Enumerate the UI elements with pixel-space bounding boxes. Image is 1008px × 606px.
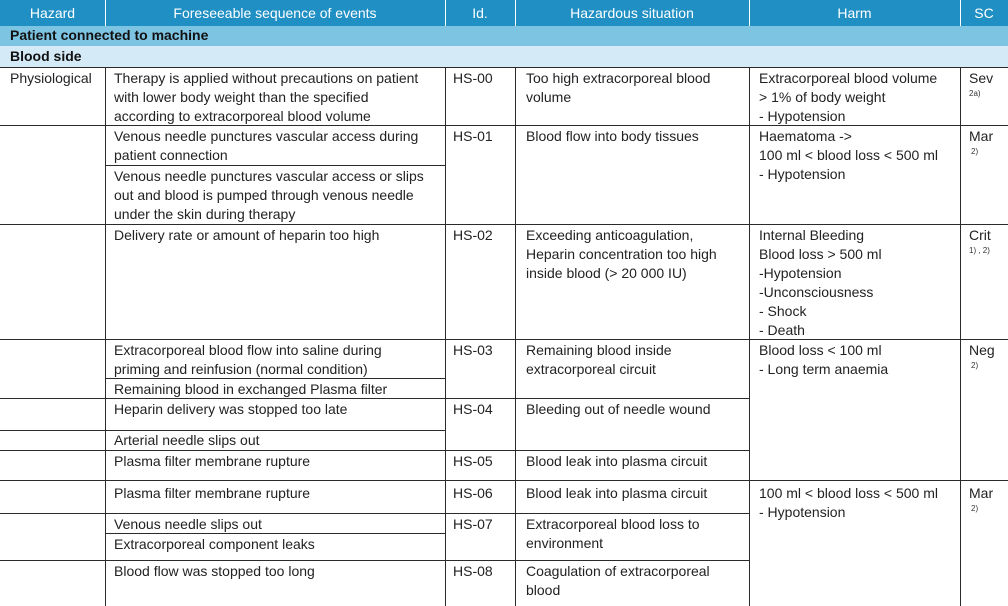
- hazard-id: HS-00: [453, 70, 493, 86]
- severity-class: Mar: [969, 485, 994, 501]
- severity-class: Sev: [969, 70, 994, 86]
- section-blood-side: [0, 46, 1008, 67]
- section-blood-label: Blood side: [10, 48, 82, 64]
- sequence-item: Therapy is applied without precautions on patient with lower body weight than the specified according to extracorporeal blood volume: [114, 70, 419, 124]
- col-header-sequence: Foreseeable sequence of events: [173, 5, 377, 21]
- hazard-id: HS-08: [453, 563, 493, 579]
- sequence-item: Extracorporeal blood flow into saline during priming and reinfusion (normal condition): [114, 342, 382, 377]
- sequence-item: Venous needle punctures vascular access during patient connection: [114, 128, 419, 163]
- hazardous-situation: Bleeding out of needle wound: [526, 401, 711, 417]
- sequence-item: Plasma filter membrane rupture: [114, 453, 311, 469]
- sequence-item: Delivery rate or amount of heparin too high: [114, 227, 380, 243]
- section-patient-label: Patient connected to machine: [10, 27, 209, 43]
- col-header-id: Id.: [472, 5, 488, 21]
- hazardous-situation: Blood leak into plasma circuit: [526, 485, 708, 501]
- sequence-item: Venous needle punctures vascular access or slips out and blood is pumped through venous needle under the skin during therapy: [114, 168, 424, 222]
- hazard-id: HS-04: [453, 401, 493, 417]
- severity-class: Crit: [969, 227, 991, 243]
- hazardous-situation: Too high extracorporeal blood volume: [526, 70, 711, 105]
- hazard-id: HS-05: [453, 453, 493, 469]
- severity-footnote: 2): [971, 147, 979, 156]
- hazardous-situation: Exceeding anticoagulation, Heparin concentration too high inside blood (> 20 000 IU): [526, 227, 717, 281]
- sequence-item: Arterial needle slips out: [114, 432, 260, 448]
- hazard-id: HS-03: [453, 342, 493, 358]
- hazardous-situation: Blood flow into body tissues: [526, 128, 699, 144]
- hazard-category: Physiological: [10, 70, 92, 86]
- hazard-id: HS-07: [453, 516, 493, 532]
- harm-description: Haematoma -> 100 ml < blood loss < 500 ml - Hypotension: [759, 128, 938, 182]
- severity-footnote: 2): [971, 504, 979, 513]
- hazard-id: HS-01: [453, 128, 493, 144]
- sequence-item: Plasma filter membrane rupture: [114, 485, 311, 501]
- hazardous-situation: Extracorporeal blood loss to environment: [526, 516, 700, 551]
- sequence-item: Remaining blood in exchanged Plasma filter: [114, 381, 388, 397]
- sequence-item: Heparin delivery was stopped too late: [114, 401, 348, 417]
- severity-class: Mar: [969, 128, 994, 144]
- harm-description: Internal Bleeding Blood loss > 500 ml -Hypotension -Unconsciousness - Shock - Death: [759, 227, 882, 338]
- severity-footnote: 2a): [969, 89, 981, 98]
- col-header-hazard: Hazard: [29, 5, 76, 21]
- severity-footnote: 2): [971, 361, 979, 370]
- harm-description: 100 ml < blood loss < 500 ml - Hypotension: [759, 485, 938, 520]
- col-header-situation: Hazardous situation: [570, 5, 694, 21]
- severity-footnote: 1) , 2): [969, 246, 990, 255]
- col-header-harm: Harm: [837, 5, 872, 21]
- hazardous-situation: Coagulation of extracorporeal blood: [526, 563, 710, 598]
- severity-class: Neg: [969, 342, 995, 358]
- sequence-item: Blood flow was stopped too long: [114, 563, 315, 579]
- hazardous-situation: Blood leak into plasma circuit: [526, 453, 708, 469]
- harm-description: Blood loss < 100 ml - Long term anaemia: [759, 342, 889, 377]
- hazard-id: HS-06: [453, 485, 493, 501]
- sequence-item: Venous needle slips out: [114, 516, 262, 532]
- harm-description: Extracorporeal blood volume > 1% of body weight - Hypotension: [759, 70, 938, 124]
- section-patient-connected: [0, 26, 1008, 46]
- sequence-item: Extracorporeal component leaks: [114, 536, 315, 552]
- hazard-id: HS-02: [453, 227, 493, 243]
- col-header-sc: SC: [974, 5, 994, 21]
- hazardous-situation: Remaining blood inside extracorporeal circuit: [526, 342, 672, 377]
